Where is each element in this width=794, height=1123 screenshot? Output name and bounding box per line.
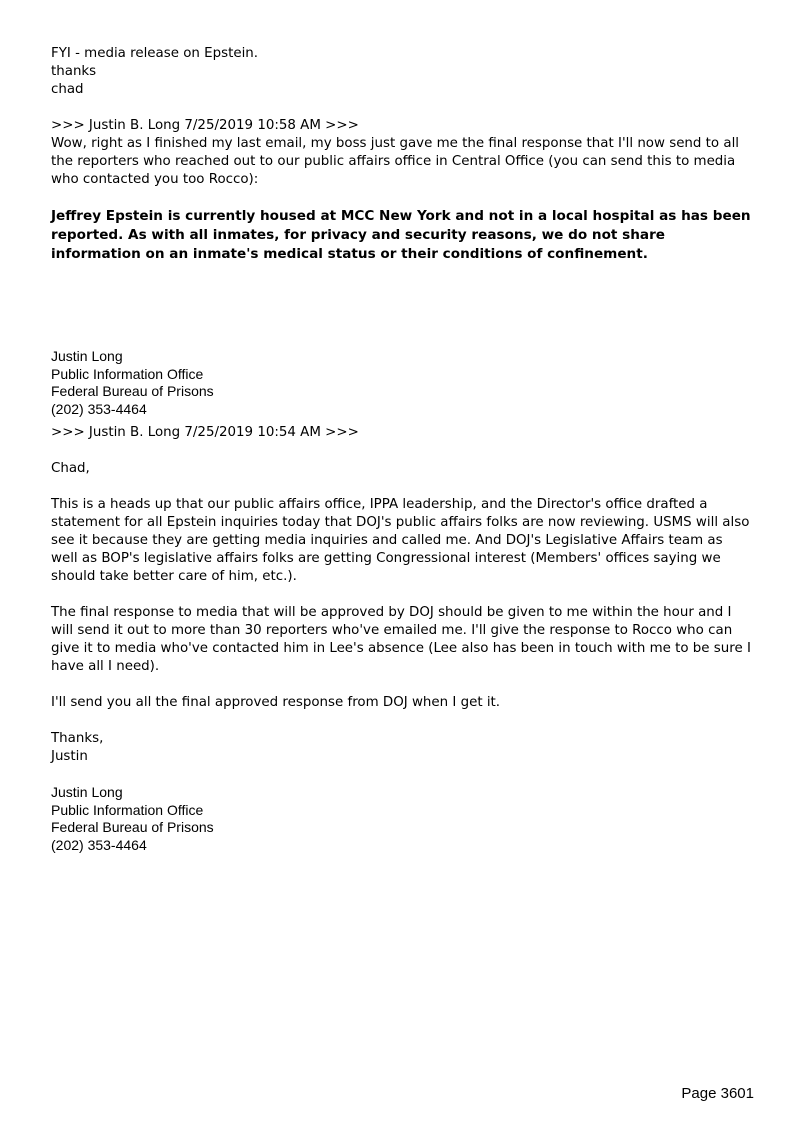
email-paragraph: This is a heads up that our public affairs office, IPPA leadership, and the Director's office drafted a statement for all Epstein inquiries today that DOJ's public affairs folks are now reviewing. USMS will also see it because they are getting media inquiries and called me. And DOJ's Legislative Affairs team as well as BOP's legislative affairs folks are getting Congressional interest (Members' offices saying we should take better care of him, etc.). [51, 497, 750, 584]
email-body: Wow, right as I finished my last email, my boss just gave me the final response that I'll now send to all the reporters who reached out to our public affairs office in Central Office (you can send this to media who contacted you too Rocco): [51, 136, 740, 187]
page-number: Page 3601 [681, 1085, 754, 1102]
email-header: >>> Justin B. Long 7/25/2019 10:58 AM >>> [51, 118, 359, 133]
intro-line: chad [51, 82, 84, 97]
signature-phone: (202) 353-4464 [51, 400, 147, 417]
email-paragraph: The final response to media that will be approved by DOJ should be given to me within the hour and I will send it out to more than 30 reporters who've emailed me. I'll give the response to Rocco who can give it to media who've contacted him in Lee's absence (Lee also has been in touch with me to be sure I have all I need). [51, 605, 751, 674]
signature-name: Justin Long [51, 784, 123, 800]
email-greeting: Chad, [51, 461, 90, 476]
signature-block [51, 348, 751, 418]
signature-block [51, 784, 751, 854]
intro-line: FYI - media release on Epstein. [51, 46, 259, 61]
signature-agency: Federal Bureau of Prisons [51, 383, 214, 399]
official-statement: Jeffrey Epstein is currently housed at MCC New York and not in a local hospital as has been reported. As with all inmates, for privacy and security reasons, we do not share information on an inmate's medical status or their conditions of confinement. [51, 208, 751, 262]
signature-office: Public Information Office [51, 365, 204, 382]
email-closing-name: Justin [51, 749, 88, 764]
signature-phone: (202) 353-4464 [51, 836, 147, 853]
intro-line: thanks [51, 64, 97, 79]
signature-name: Justin Long [51, 348, 123, 364]
email-header: >>> Justin B. Long 7/25/2019 10:54 AM >>> [51, 425, 359, 440]
email-closing: Thanks, [51, 731, 104, 746]
signature-office: Public Information Office [51, 801, 204, 818]
email-paragraph: I'll send you all the final approved response from DOJ when I get it. [51, 695, 501, 710]
email-document [51, 45, 751, 854]
signature-agency: Federal Bureau of Prisons [51, 819, 214, 835]
